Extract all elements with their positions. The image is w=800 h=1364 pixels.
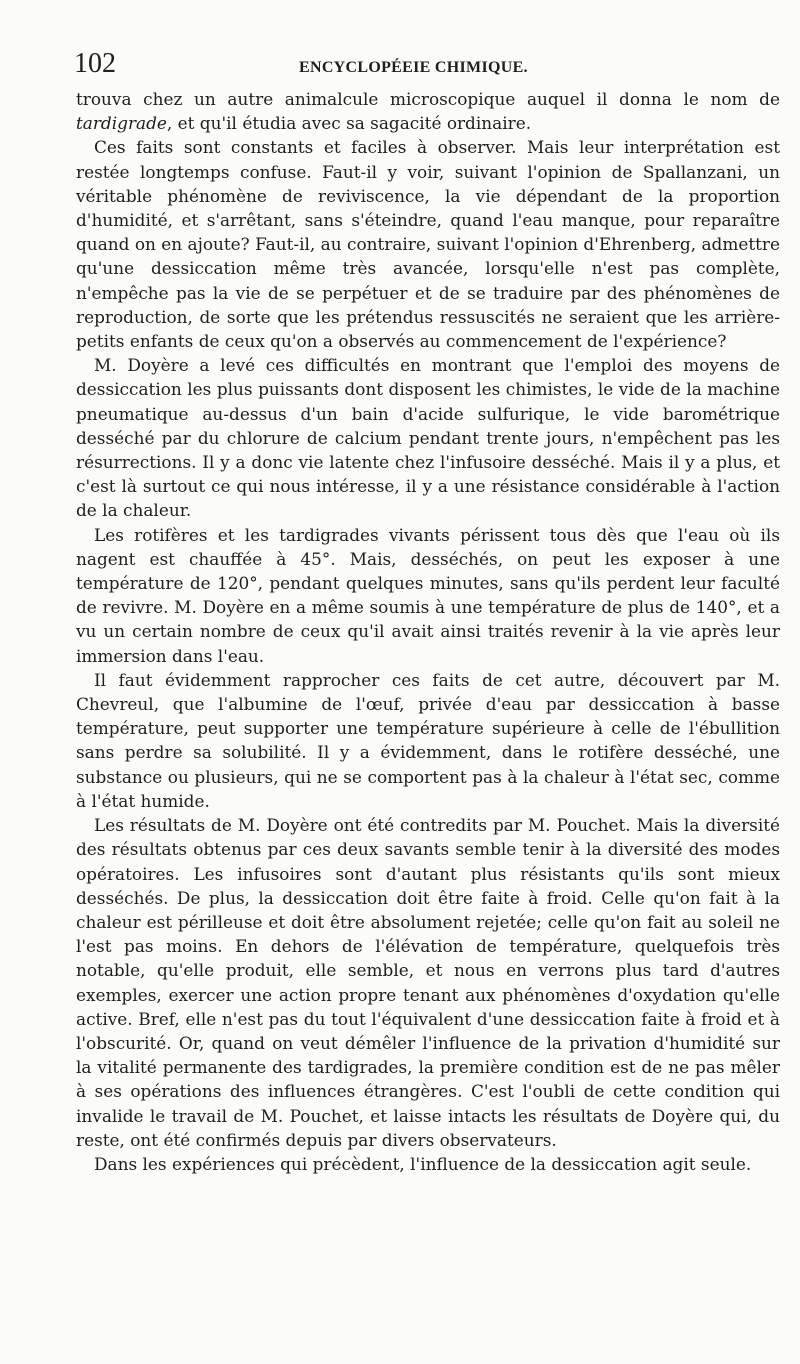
page-number: 102: [74, 48, 116, 79]
paragraph-text: trouva chez un autre animalcule microscopique auquel il donna le nom de: [76, 89, 780, 109]
paragraph-text: , et qu'il étudia avec sa sagacité ordinaire.: [166, 113, 532, 134]
running-title: ENCYCLOPÉEIE CHIMIQUE.: [299, 59, 528, 76]
paragraph: M. Doyère a levé ces difficultés en montrant que l'emploi des moyens de dessiccation les plus puissants dont disposent les chimistes, le vide de la machine pneumatique au-dessus d'un bain d'acide sulfurique, le vide barométrique desséché par du chlorure de calcium pendant trente jours, n'empêchent pas les résurrections. Il y a donc vie latente chez l'infusoire desséché. Mais il y a plus, et c'est là surtout ce qui nous intéresse, il y a une résistance considérable à l'action de la chaleur.: [76, 355, 780, 521]
paragraph-continuation: [76, 87, 780, 135]
body-text: [76, 87, 780, 1176]
paragraph: Les rotifères et les tardigrades vivants périssent tous dès que l'eau où ils nagent est chauffée à 45°. Mais, desséchés, on peut les exposer à une température de 120°, pendant quelques minutes, sans qu'ils perdent leur faculté de revivre. M. Doyère en a même soumis à une température de plus de 140°, et a vu un certain nombre de ceux qu'il avait ainsi traités revenir à la vie après leur immersion dans l'eau.: [76, 524, 780, 666]
emphasis-term: tardigrade: [76, 113, 167, 134]
paragraph: Les résultats de M. Doyère ont été contredits par M. Pouchet. Mais la diversité des résultats obtenus par ces deux savants semble tenir à la diversité des modes opératoires. Les infusoires sont d'autant plus résistants qu'ils sont mieux desséchés. De plus, la dessiccation doit être faite à froid. Celle qu'on fait à la chaleur est périlleuse et doit être absolument rejetée; celle qu'on fait au soleil ne l'est pas moins. En dehors de l'élévation de température, quelquefois très notable, qu'elle produit, elle semble, et nous en verrons plus tard d'autres exemples, exercer une action propre tenant aux phénomènes d'oxydation qu'elle active. Bref, elle n'est pas du tout l'équivalent d'une dessiccation faite à froid et à l'obscurité. Or, quand on veut démêler l'influence de la privation d'humidité sur la vitalité permanente des tardigrades, la première condition est de ne pas mêler à ses opérations des influences étrangères. C'est l'oubli de cette condition qui invalide le travail de M. Pouchet, et laisse intacts les résultats de Doyère qui, du reste, ont été confirmés depuis par divers observateurs.: [76, 815, 780, 1150]
page-header: [72, 48, 782, 88]
paragraph: Il faut évidemment rapprocher ces faits de cet autre, découvert par M. Chevreul, que l'albumine de l'œuf, privée d'eau par dessiccation à basse température, peut supporter une température supérieure à celle de l'ébullition sans perdre sa solubilité. Il y a évidemment, dans le rotifère desséché, une substance ou plusieurs, qui ne se comportent pas à la chaleur à l'état sec, comme à l'état humide.: [76, 669, 780, 811]
paragraph: Dans les expériences qui précèdent, l'influence de la dessiccation agit seule.: [94, 1153, 752, 1174]
paragraph: Ces faits sont constants et faciles à observer. Mais leur interprétation est restée longtemps confuse. Faut-il y voir, suivant l'opinion de Spallanzani, un véritable phénomène de reviviscence, la vie dépendant de la proportion d'humidité, et s'arrêtant, sans s'éteindre, quand l'eau manque, pour reparaître quand on en ajoute? Faut-il, au contraire, suivant l'opinion d'Ehrenberg, admettre qu'une dessiccation même très avancée, lorsqu'elle n'est pas complète, n'empêche pas la vie de se perpétuer et de se traduire par des phénomènes de reproduction, de sorte que les prétendus ressuscités ne seraient que les arrière-petits enfants de ceux qu'on a observés au commencement de l'expérience?: [76, 137, 780, 352]
